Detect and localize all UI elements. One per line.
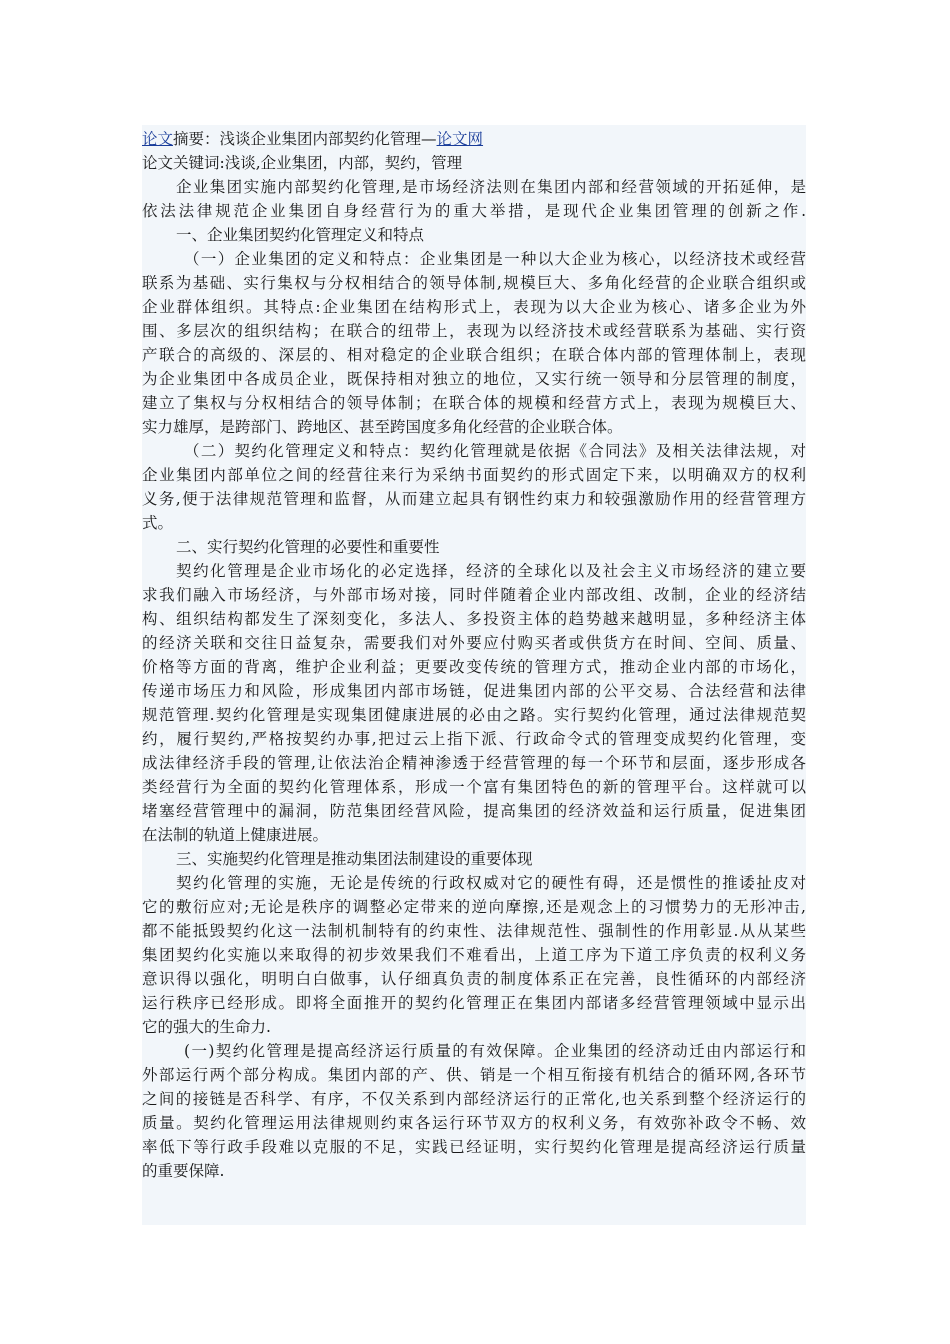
paragraph-line: 式。 <box>142 514 174 532</box>
paragraph-line: 的经济关联和交往日益复杂，需要我们对外要应付购买者或供货方在时间、空间、质量、 <box>142 634 806 652</box>
paragraph-line: 企业群体组织。其特点:企业集团在结构形式上，表现为以大企业为核心、诸多企业为外 <box>142 298 806 316</box>
paragraph-line: 在法制的轨道上健康进展。 <box>142 826 329 844</box>
paragraph-line: 它的敷衍应对;无论是秩序的调整必定带来的逆向摩擦,还是观念上的习惯势力的无形冲击, <box>142 898 806 916</box>
keywords-line: 论文关键词:浅谈,企业集团，内部，契约，管理 <box>142 154 463 172</box>
paragraph-line: 企业集团内部单位之间的经营往来行为采纳书面契约的形式固定下来，以明确双方的权利 <box>142 466 806 484</box>
paragraph-line: 构、组织结构都发生了深刻变化，多法人、多投资主体的趋势越来越明显，多种经济主体 <box>142 610 806 628</box>
paragraph-line: 类经营行为全面的契约化管理体系，形成一个富有集团特色的新的管理平台。这样就可以 <box>142 778 806 796</box>
paragraph-line: 契约化管理的实施，无论是传统的行政权威对它的硬性有碍，还是惯性的推诿扯皮对 <box>176 874 806 892</box>
intro-line: 企业集团实施内部契约化管理,是市场经济法则在集团内部和经营领域的开拓延伸，是 <box>176 178 806 196</box>
paragraph-line: 传递市场压力和风险，形成集团内部市场链，促进集团内部的公平交易、合法经营和法律 <box>142 682 806 700</box>
paragraph-line: 联系为基础、实行集权与分权相结合的领导体制,规模巨大、多角化经营的企业联合组织或 <box>142 274 806 292</box>
section-heading: 三、实施契约化管理是推动集团法制建设的重要体现 <box>176 850 533 868</box>
paragraph-line: 率低下等行政手段难以克服的不足，实践已经证明，实行契约化管理是提高经济运行质量 <box>142 1138 806 1156</box>
paragraph-line: 围、多层次的组织结构；在联合的纽带上，表现为以经济技术或经营联系为基础、实行资 <box>142 322 806 340</box>
paragraph-line: 它的强大的生命力. <box>142 1018 271 1036</box>
paragraph-line: 约，履行契约,严格按契约办事,把过云上指下派、行政命令式的管理变成契约化管理，变 <box>142 730 806 748</box>
lunwenwang-link[interactable]: 论文网 <box>436 130 484 148</box>
section-heading: 一、企业集团契约化管理定义和特点 <box>176 226 425 244</box>
paragraph-line: 的重要保障. <box>142 1162 225 1180</box>
heading-text: 摘要：浅谈企业集团内部契约化管理— <box>173 130 437 148</box>
paragraph-line: 成法律经济手段的管理,让依法治企精神渗透于经营管理的每一个环节和层面，逐步形成各 <box>142 754 806 772</box>
paragraph-line: 产联合的高级的、深层的、相对稳定的企业联合组织；在联合体内部的管理体制上，表现 <box>142 346 806 364</box>
paragraph-line: 建立了集权与分权相结合的领导体制；在联合体的规模和经营方式上，表现为规模巨大、 <box>142 394 806 412</box>
paragraph-line: 价格等方面的背离，维护企业利益；更要改变传统的管理方式，推动企业内部的市场化， <box>142 658 806 676</box>
paragraph-line: 运行秩序已经形成。即将全面推开的契约化管理正在集团内部诸多经营管理领域中显示出 <box>142 994 806 1012</box>
paragraph-line: 为企业集团中各成员企业，既保持相对独立的地位，又实行统一领导和分层管理的制度， <box>142 370 806 388</box>
paragraph-line: （一）企业集团的定义和特点：企业集团是一种以大企业为核心，以经济技术或经营 <box>184 250 806 268</box>
paragraph-line: 实力雄厚，是跨部门、跨地区、甚至跨国度多角化经营的企业联合体。 <box>142 418 623 436</box>
paragraph-line: 集团契约化实施以来取得的初步效果我们不难看出，上道工序为下道工序负责的权利义务 <box>142 946 806 964</box>
paragraph-line: 外部运行两个部分构成。集团内部的产、供、销是一个相互衔接有机结合的循环网,各环节 <box>142 1066 806 1084</box>
paragraph-line: 质量。契约化管理运用法律规则约束各运行环节双方的权利义务，有效弥补政令不畅、效 <box>142 1114 806 1132</box>
section-heading: 二、实行契约化管理的必要性和重要性 <box>176 538 440 556</box>
paragraph-line: 意识得以强化，明明白白做事，认仔细真负责的制度体系正在完善，良性循环的内部经济 <box>142 970 806 988</box>
paragraph-line: （二）契约化管理定义和特点：契约化管理就是依据《合同法》及相关法律法规，对 <box>184 442 806 460</box>
lunwen-link[interactable]: 论文 <box>142 130 174 148</box>
paragraph-line: 堵塞经营管理中的漏洞，防范集团经营风险，提高集团的经济效益和运行质量，促进集团 <box>142 802 806 820</box>
intro-line: 依法法律规范企业集团自身经营行为的重大举措，是现代企业集团管理的创新之作. <box>142 202 806 220</box>
paragraph-line: 规范管理.契约化管理是实现集团健康进展的必由之路。实行契约化管理，通过法律规范契 <box>142 706 806 724</box>
paragraph-line: 义务,便于法律规范管理和监督，从而建立起具有钢性约束力和较强激励作用的经营管理方 <box>142 490 806 508</box>
article-body <box>142 125 806 1225</box>
article-heading <box>142 127 806 151</box>
paragraph-line: 都不能抵毁契约化这一法制机制特有的约束性、法律规范性、强制性的作用彰显.从从某些 <box>142 922 806 940</box>
paragraph-line: 求我们融入市场经济，与外部市场对接，同时伴随着企业内部改组、改制，企业的经济结 <box>142 586 806 604</box>
paragraph-line: 之间的接链是否科学、有序，不仅关系到内部经济运行的正常化,也关系到整个经济运行的 <box>142 1090 806 1108</box>
paragraph-line: 契约化管理是企业市场化的必定选择，经济的全球化以及社会主义市场经济的建立要 <box>176 562 806 580</box>
paragraph-line: (一)契约化管理是提高经济运行质量的有效保障。企业集团的经济动迁由内部运行和 <box>184 1042 806 1060</box>
